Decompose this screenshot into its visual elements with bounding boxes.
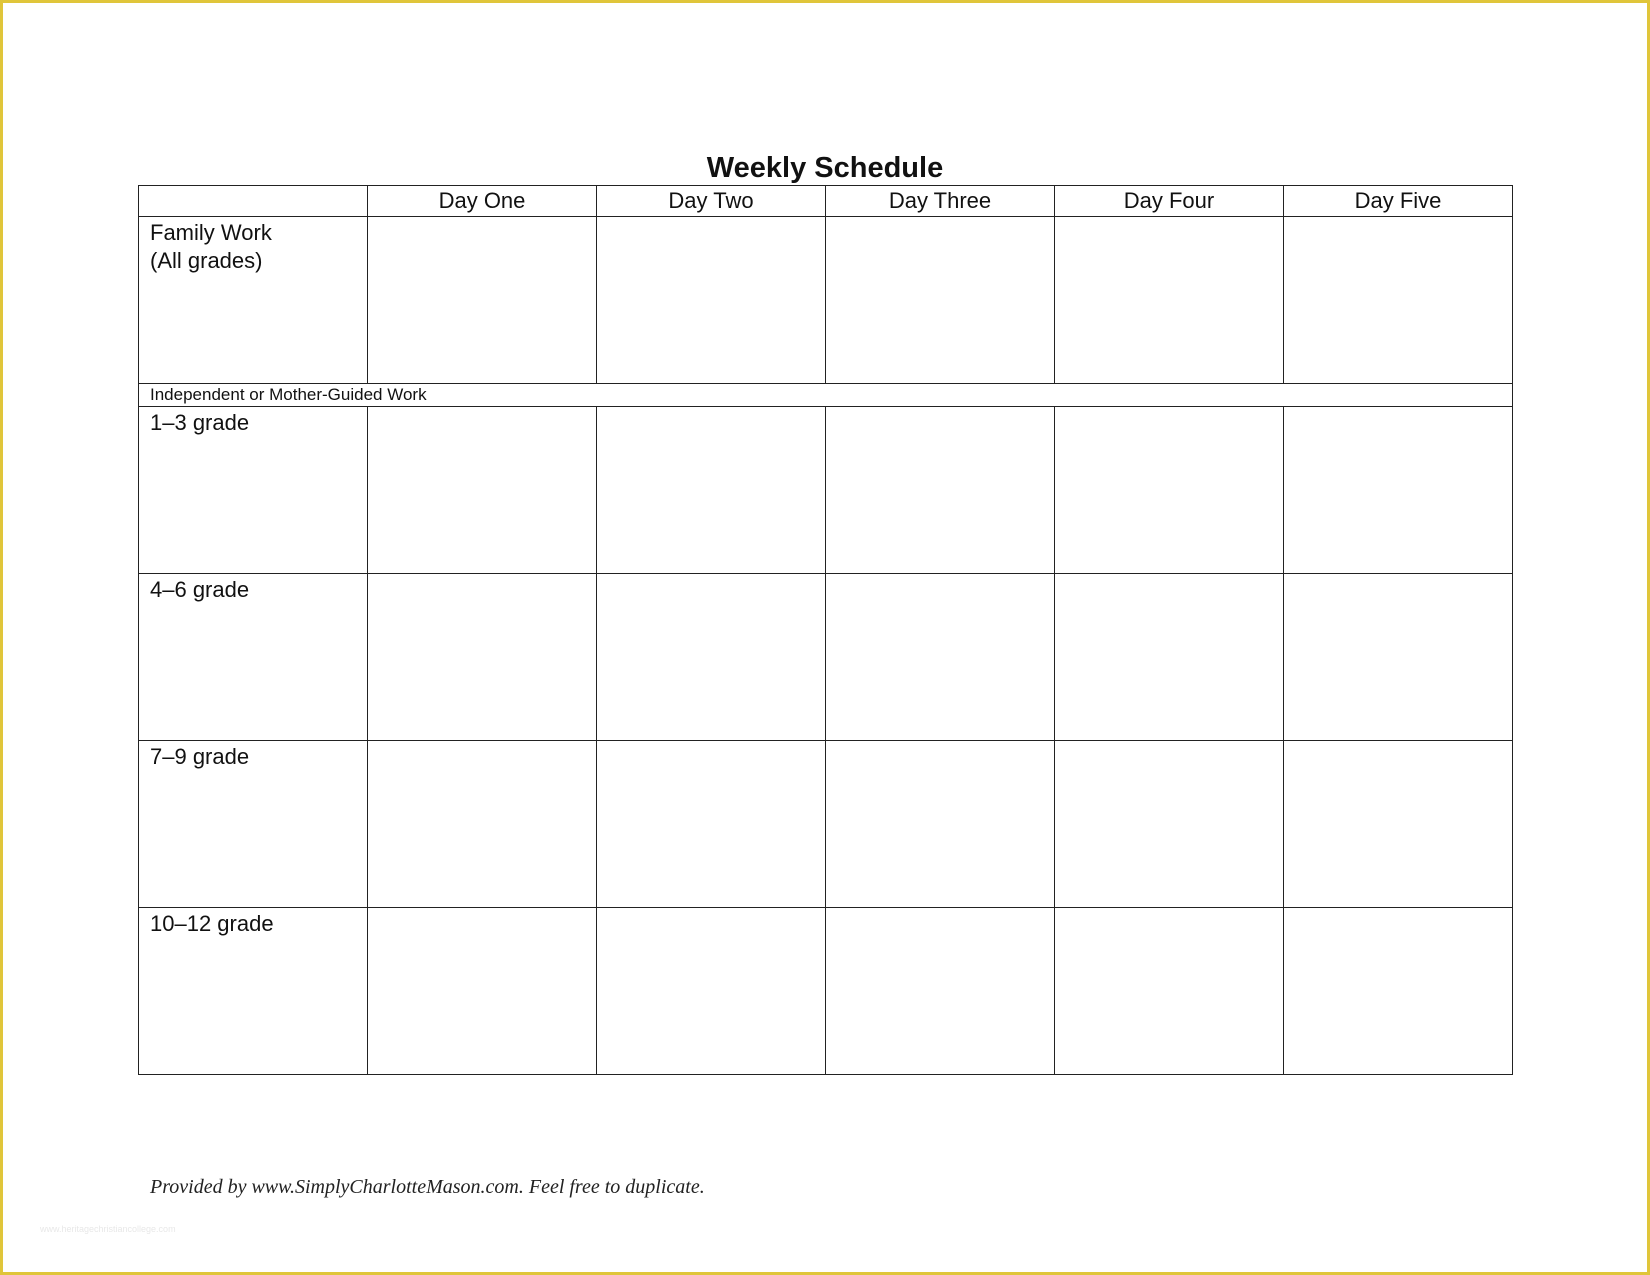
schedule-cell[interactable] [826, 741, 1055, 908]
table-row-family-work [139, 217, 1513, 384]
schedule-cell[interactable] [597, 741, 826, 908]
schedule-cell[interactable] [1055, 407, 1284, 574]
family-work-label: Family Work [150, 220, 272, 245]
schedule-cell[interactable] [1055, 217, 1284, 384]
table-row-grade-1-3 [139, 407, 1513, 574]
header-row [139, 186, 1513, 217]
row-label-grade-7-9: 7–9 grade [139, 741, 368, 908]
header-day-four: Day Four [1055, 186, 1284, 217]
header-day-two: Day Two [597, 186, 826, 217]
header-day-five: Day Five [1284, 186, 1513, 217]
schedule-cell[interactable] [597, 908, 826, 1075]
footer-credit: Provided by www.SimplyCharlotteMason.com. Feel free to duplicate. [150, 1176, 705, 1198]
schedule-cell[interactable] [1055, 574, 1284, 741]
schedule-cell[interactable] [597, 217, 826, 384]
header-corner-cell [139, 186, 368, 217]
schedule-cell[interactable] [1284, 407, 1513, 574]
schedule-cell[interactable] [826, 908, 1055, 1075]
table-row-grade-10-12 [139, 908, 1513, 1075]
schedule-cell[interactable] [1284, 217, 1513, 384]
schedule-cell[interactable] [368, 217, 597, 384]
watermark-text: www.heritagechristiancollege.com [40, 1224, 176, 1234]
header-day-one: Day One [368, 186, 597, 217]
schedule-cell[interactable] [597, 574, 826, 741]
row-label-grade-1-3: 1–3 grade [139, 407, 368, 574]
family-work-sublabel: (All grades) [150, 248, 263, 273]
table-row-grade-7-9 [139, 741, 1513, 908]
weekly-schedule-table [138, 185, 1513, 1075]
section-header-row [139, 384, 1513, 407]
schedule-cell[interactable] [368, 908, 597, 1075]
schedule-cell[interactable] [826, 407, 1055, 574]
row-label-grade-4-6: 4–6 grade [139, 574, 368, 741]
row-label-family-work [139, 217, 368, 384]
schedule-cell[interactable] [1055, 741, 1284, 908]
schedule-cell[interactable] [1055, 908, 1284, 1075]
schedule-cell[interactable] [368, 574, 597, 741]
schedule-cell[interactable] [368, 741, 597, 908]
schedule-cell[interactable] [1284, 741, 1513, 908]
schedule-cell[interactable] [597, 407, 826, 574]
schedule-cell[interactable] [826, 574, 1055, 741]
schedule-cell[interactable] [1284, 574, 1513, 741]
section-label: Independent or Mother-Guided Work [139, 384, 1513, 407]
schedule-cell[interactable] [826, 217, 1055, 384]
table-row-grade-4-6 [139, 574, 1513, 741]
schedule-cell[interactable] [1284, 908, 1513, 1075]
page-title: Weekly Schedule [706, 152, 944, 184]
header-day-three: Day Three [826, 186, 1055, 217]
schedule-cell[interactable] [368, 407, 597, 574]
row-label-grade-10-12: 10–12 grade [139, 908, 368, 1075]
